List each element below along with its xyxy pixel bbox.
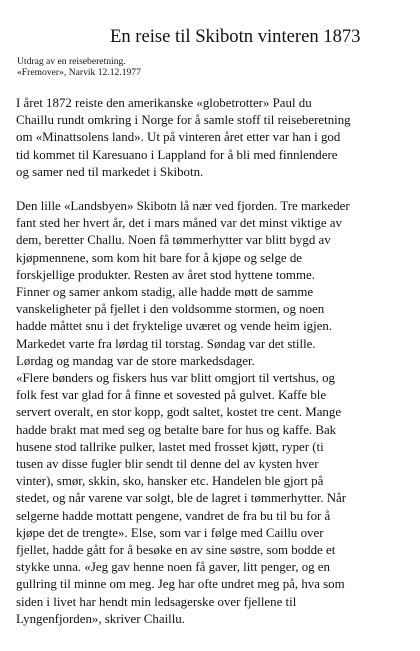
text-line: kjøpe det de trengte». Else, som var i følge med Caillu over [16, 525, 324, 540]
text-line: Lørdag og mandag var de store markedsdager. [16, 353, 255, 368]
paragraph-quote [16, 370, 408, 628]
text-line: hadde måttet snu i det fryktelige uværet og vende heim igjen. [16, 319, 333, 334]
text-line: stykke unna. «Jeg gav henne noen få gaver, litt penger, og en [16, 560, 330, 575]
text-line: om «Minattsolens land». Ut på vinteren året etter var han i god [16, 130, 341, 145]
text-line: forskjellige produkter. Resten av året stod hyttene tomme. [16, 267, 315, 282]
text-line: fant sted her hvert år, det i mars måned var det minst viktige av [16, 216, 342, 231]
text-line: folk fest var glad for å finne et sovested på gulvet. Kaffe ble [16, 388, 327, 403]
text-line: Chaillu rundt omkring i Norge for å samle stoff til reiseberetning [16, 113, 351, 128]
text-line: Lyngenfjorden», skriver Chaillu. [16, 611, 185, 626]
source-line-2: «Fremover», Narvik 12.12.1977 [17, 67, 141, 78]
text-line: vanskeligheter på fjellet i den voldsomme stormen, og noen [16, 302, 325, 317]
text-line: vinter), smør, skkin, sko, hansker etc. Handelen ble gjort på [16, 474, 324, 489]
text-line: dem, beretter Challu. Noen få tømmerhytter var blitt bygd av [16, 233, 331, 248]
text-line: stedet, og når varene var solgt, ble de lagret i tømmerhytter. Når [16, 491, 347, 506]
text-line: «Flere bønders og fiskers hus var blitt omgjort til vertshus, og [16, 371, 336, 386]
text-line: Markedet varte fra lørdag til torstag. Søndag var det stille. [16, 336, 316, 351]
paragraph-intro [16, 95, 408, 181]
text-line: selgerne hadde mottatt pengene, vandret de fra bu til bu for å [16, 508, 331, 523]
text-line: husene stod tallrike pulker, lastet med frosset kjøtt, ryper (ti [16, 439, 324, 454]
text-line: servert overalt, en stor kopp, godt saltet, kostet tre cent. Mange [16, 405, 342, 420]
text-line: siden i livet har hendt min ledsagerske over fjellene til [16, 594, 297, 609]
text-line: gullring til minne om meg. Jeg har ofte undret meg på, hva som [16, 577, 345, 592]
text-line: I året 1872 reiste den amerikanske «globetrotter» Paul du [16, 96, 312, 110]
text-line: fjellet, hadde gått for å besøke en av sine søstre, som bodde et [16, 543, 336, 558]
text-line: hadde brakt mat med seg og betalte bare for hus og kaffe. Bak [16, 422, 337, 437]
text-line: Den lille «Landsbyen» Skibotn lå nær ved fjorden. Tre markeder [16, 199, 350, 214]
source-line-1: Utdrag av en reiseberetning. [17, 56, 126, 67]
article-title: En reise til Skibotn vinteren 1873 [110, 26, 361, 47]
text-line: kjøpmennene, som kom hit bare for å kjøpe og selge de [16, 250, 303, 265]
text-line: Finner og samer ankom stadig, alle hadde møtt de samme [16, 285, 314, 300]
text-line: tusen av disse fugler blir sendt til denne del av kysten hver [16, 457, 319, 472]
text-line: og samer ned til markedet i Skibotn. [16, 164, 204, 179]
source-note [17, 56, 408, 78]
paragraph-market [16, 198, 408, 370]
text-line: tid kommet til Karesuano i Lappland for å bli med finnlendere [16, 147, 338, 162]
